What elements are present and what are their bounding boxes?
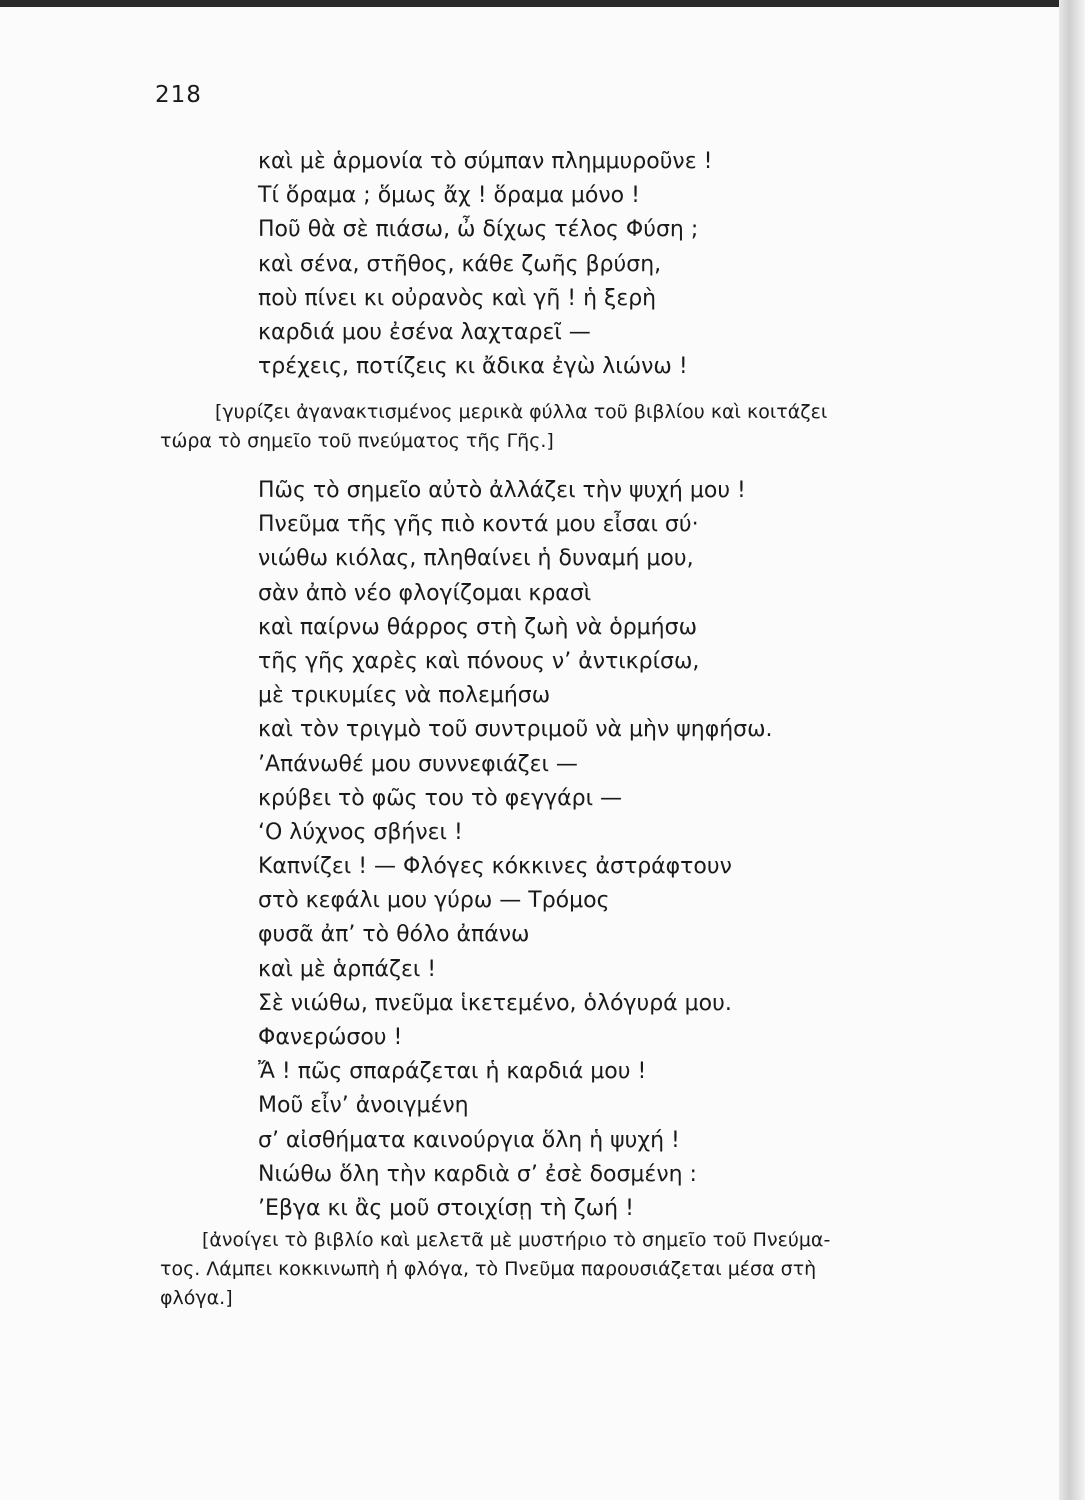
verse-line: Μοῦ εἶν’ ἀνοιγμένη [258,1093,469,1119]
stage-direction-line: [γυρίζει ἀγανακτισμένος μερικὰ φύλλα τοῦ βιβλίου καὶ κοιτάζει [215,401,828,423]
verse-line: Φανερώσου ! [258,1025,403,1050]
verse-line: Ἄ ! πῶς σπαράζεται ἡ καρδιά μου ! [258,1059,647,1085]
verse-line: μὲ τρικυμίες νὰ πολεμήσω [258,683,551,709]
stage-direction-line: τώρα τὸ σημεῖο τοῦ πνεύματος τῆς Γῆς.] [160,430,554,452]
stage-direction-2 [160,1226,980,1313]
verse-line: τρέχεις, ποτίζεις κι ἄδικα ἐγὼ λιώνω ! [258,354,688,380]
verse-line: καὶ τὸν τριγμὸ τοῦ συντριμοῦ νὰ μὴν ψηφήσω. [258,717,773,743]
verse-line: Καπνίζει ! — Φλόγες κόκκινες ἀστράφτουν [258,854,732,880]
verse-line: καὶ σένα, στῆθος, κάθε ζωῆς βρύση, [258,251,662,277]
verse-line: Σὲ νιώθω, πνεῦμα ἱκετεμένο, ὁλόγυρά μου. [258,990,732,1016]
verse-line: τῆς γῆς χαρὲς καὶ πόνους ν’ ἀντικρίσω, [258,648,700,674]
verse-line: νιώθω κιόλας, πληθαίνει ἡ δυναμή μου, [258,546,694,572]
verse-line: καρδιά μου ἐσένα λαχταρεῖ — [258,319,591,345]
verse-line: ‘Ο λύχνος σβήνει ! [258,819,463,845]
verse-line: Τί ὅραμα ; ὅμως ἄχ ! ὅραμα μόνο ! [258,183,640,209]
verse-line: ποὺ πίνει κι οὐρανὸς καὶ γῆ ! ἡ ξερὴ [258,285,657,311]
stage-direction-line: τος. Λάμπει κοκκινωπὴ ἡ φλόγα, τὸ Πνεῦμα παρουσιάζεται μέσα στὴ [160,1258,817,1280]
verse-line: σὰν ἀπὸ νέο φλογίζομαι κρασὶ [258,580,592,606]
verse-line: φυσᾶ ἀπ’ τὸ θόλο ἀπάνω [258,922,530,948]
verse-line: Πῶς τὸ σημεῖο αὐτὸ ἀλλάζει τὴν ψυχή μου ! [258,478,746,503]
verse-line: ’Εβγα κι ἂς μοῦ στοιχίσῃ τὴ ζωή ! [258,1195,634,1221]
verse-line: ’Απάνωθέ μου συννεφιάζει — [258,751,578,777]
verse-line: καὶ μὲ ἁρμονία τὸ σύμπαν πλημμυροῦνε ! [258,149,713,174]
stage-direction-1 [160,398,980,456]
verse-line: καὶ μὲ ἁρπάζει ! [258,956,437,982]
verse-line: Νιώθω ὅλη τὴν καρδιὰ σ’ ἐσὲ δοσμένη : [258,1161,697,1187]
page-top-edge [0,0,1085,7]
verse-stanza-1 [258,145,712,384]
page-binding-edge [1059,0,1085,1500]
verse-line: καὶ παίρνω θάρρος στὴ ζωὴ νὰ ὁρμήσω [258,614,697,640]
verse-stanza-2 [258,474,773,1226]
page-number: 218 [155,82,202,108]
stage-direction-line: [ἀνοίγει τὸ βιβλίο καὶ μελετᾶ μὲ μυστήριο τὸ σημεῖο τοῦ Πνεύμα- [202,1229,831,1251]
stage-direction-line: φλόγα.] [160,1287,233,1309]
verse-line: Ποῦ θὰ σὲ πιάσω, ὦ δίχως τέλος Φύση ; [258,217,699,243]
verse-line: Πνεῦμα τῆς γῆς πιὸ κοντά μου εἶσαι σύ· [258,512,699,538]
verse-line: στὸ κεφάλι μου γύρω — Τρόμος [258,888,610,914]
verse-line: κρύβει τὸ φῶς του τὸ φεγγάρι — [258,785,623,811]
verse-line: σ’ αἰσθήματα καινούργια ὅλη ἡ ψυχή ! [258,1127,680,1153]
